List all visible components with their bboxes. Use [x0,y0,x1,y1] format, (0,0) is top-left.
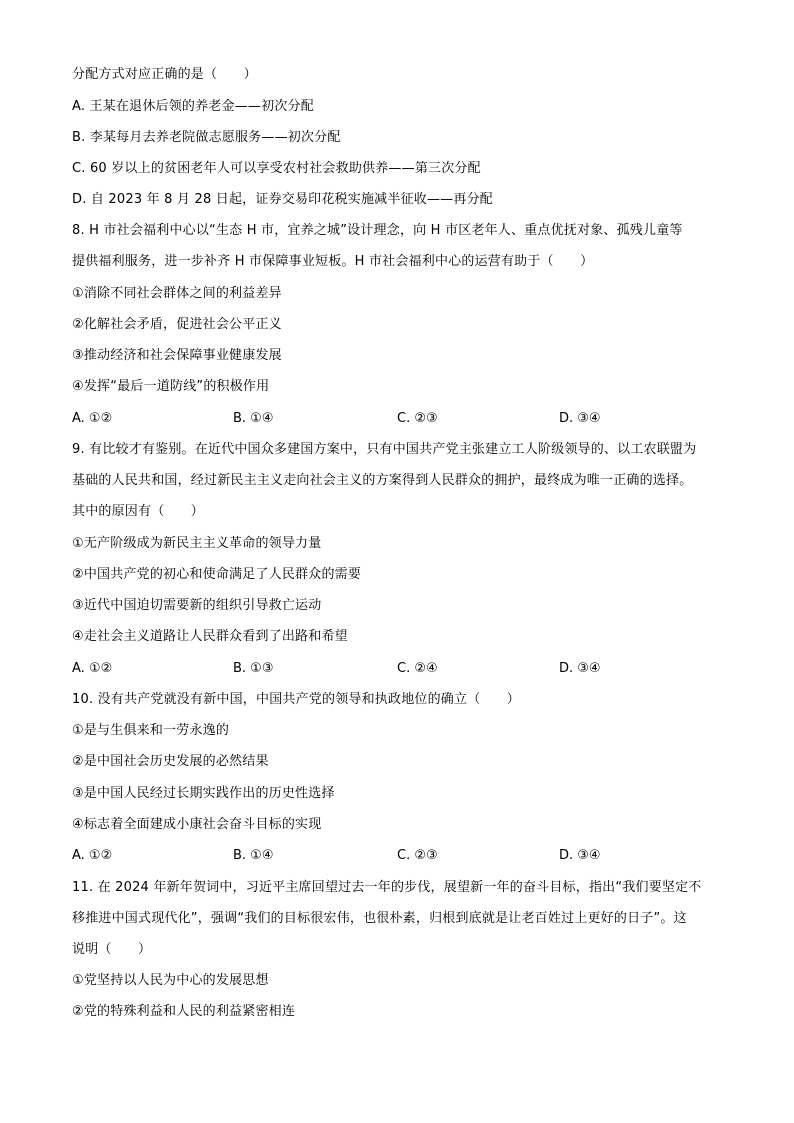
q8-statement-4: ④发挥“最后一道防线”的积极作用 [72,379,270,394]
q10-statement-3: ③是中国人民经过长期实践作出的历史性选择 [72,786,335,801]
q9-stem-line-1: 9. 有比较才有鉴别。在近代中国众多建国方案中，只有中国共产党主张建立工人阶级领导的、以工农联盟为 [72,442,697,457]
q7-stem-tail: 分配方式对应正确的是（ ） [72,67,257,82]
q8-options-row [72,410,722,428]
q7-option-c: C. 60 岁以上的贫困老年人可以享受农村社会救助供养——第三次分配 [72,161,481,176]
q8-statement-3: ③推动经济和社会保障事业健康发展 [72,348,282,363]
q9-option-c: C. ②④ [397,661,438,676]
q8-option-b: B. ①④ [233,411,274,426]
q11-statement-2: ②党的特殊利益和人民的利益紧密相连 [72,1004,296,1019]
q11-stem-line-3: 说明（ ） [72,942,152,957]
q11-stem-line-2: 移推进中国式现代化”，强调“我们的目标很宏伟，也很朴素，归根到底就是让老百姓过上更好的日子”。这 [72,911,687,926]
q9-options-row [72,660,722,678]
q9-statement-2: ②中国共产党的初心和使命满足了人民群众的需要 [72,567,362,582]
q8-option-d: D. ③④ [559,411,601,426]
q7-option-b: B. 李某每月去养老院做志愿服务——初次分配 [72,130,341,145]
q11-statement-1: ①党坚持以人民为中心的发展思想 [72,973,269,988]
q7-option-d: D. 自 2023 年 8 月 28 日起，证券交易印花税实施减半征收——再分配 [72,192,493,207]
q9-stem-line-3: 其中的原因有（ ） [72,504,205,519]
q10-option-d: D. ③④ [559,848,601,863]
q9-statement-1: ①无产阶级成为新民主主义革命的领导力量 [72,536,322,551]
q10-stem-line-1: 10. 没有共产党就没有新中国，中国共产党的领导和执政地位的确立（ ） [72,692,521,707]
q9-stem-line-2: 基础的人民共和国，经过新民主主义走向社会主义的方案得到人民群众的拥护，最终成为唯一正确的选择。 [72,473,693,488]
q10-option-c: C. ②③ [397,848,438,863]
q9-statement-3: ③近代中国迫切需要新的组织引导救亡运动 [72,598,322,613]
q8-statement-1: ①消除不同社会群体之间的利益差异 [72,286,282,301]
q11-stem-line-1: 11. 在 2024 年新年贺词中，习近平主席回望过去一年的步伐，展望新一年的奋斗目标，指出“我们要坚定不 [72,880,702,895]
q8-statement-2: ②化解社会矛盾，促进社会公平正义 [72,317,282,332]
q9-option-d: D. ③④ [559,661,601,676]
q10-statement-1: ①是与生俱来和一劳永逸的 [72,723,230,738]
q10-statement-2: ②是中国社会历史发展的必然结果 [72,754,269,769]
q9-option-b: B. ①③ [233,661,274,676]
q10-statement-4: ④标志着全面建成小康社会奋斗目标的实现 [72,817,322,832]
q10-option-a: A. ①② [72,848,113,863]
q9-option-a: A. ①② [72,661,113,676]
q9-statement-4: ④走社会主义道路让人民群众看到了出路和希望 [72,629,348,644]
q10-options-row [72,847,722,865]
q8-stem-line-2: 提供福利服务，进一步补齐 H 市保障事业短板。H 市社会福利中心的运营有助于（ ） [72,254,594,269]
q8-option-a: A. ①② [72,411,113,426]
q10-option-b: B. ①④ [233,848,274,863]
q8-option-c: C. ②③ [397,411,438,426]
q7-option-a: A. 王某在退休后领的养老金——初次分配 [72,99,314,114]
q8-stem-line-1: 8. H 市社会福利中心以“生态 H 市，宜养之城”设计理念，向 H 市区老年人、重点优抚对象、孤残儿童等 [72,223,683,238]
